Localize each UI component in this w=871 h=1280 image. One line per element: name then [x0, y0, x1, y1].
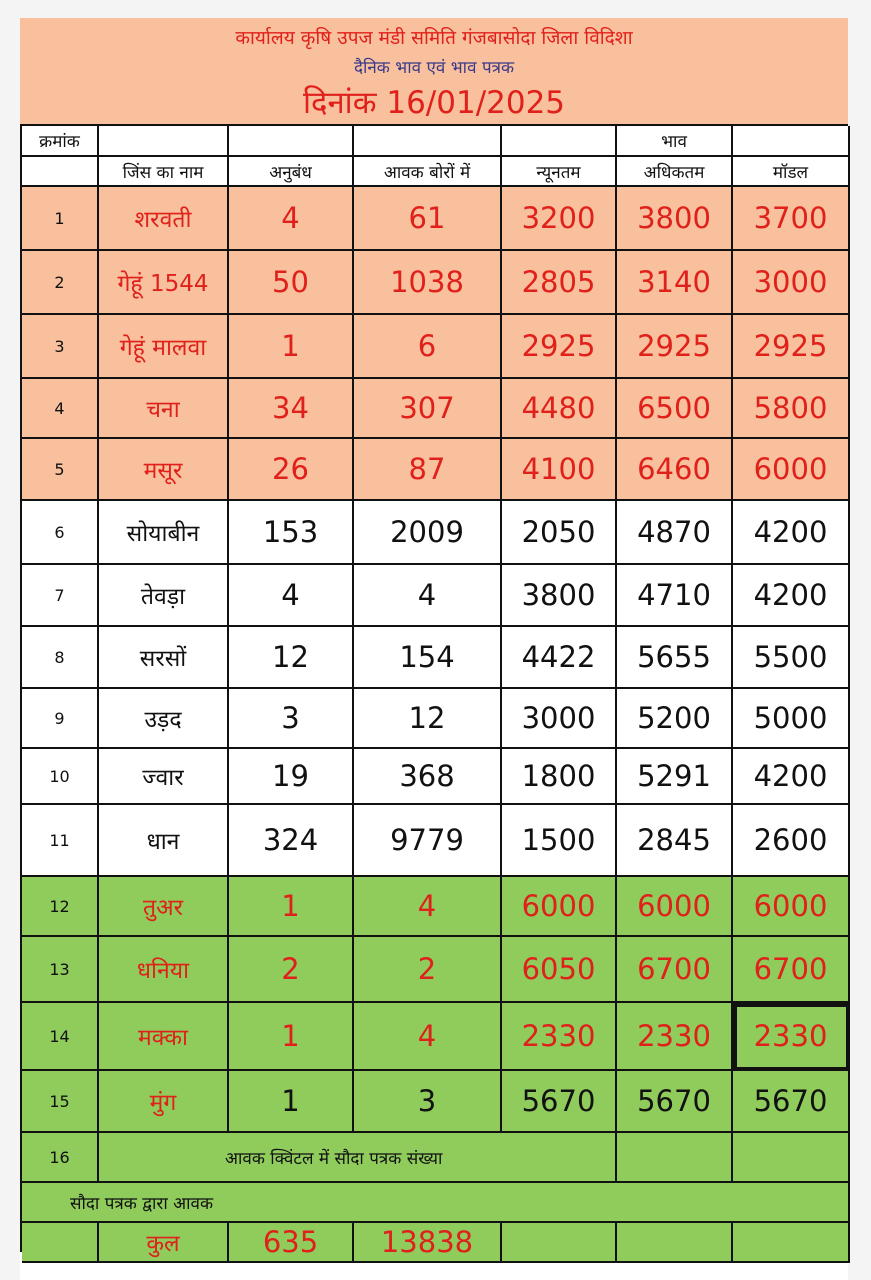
min-rate-cell: 3000 [502, 689, 617, 749]
commodity-name-cell: मुंग [99, 1071, 229, 1133]
max-rate-cell: 3140 [617, 251, 733, 315]
commodity-name-cell: तेवड़ा [99, 565, 229, 627]
min-rate-cell: 6000 [502, 877, 617, 937]
min-rate-cell: 3800 [502, 565, 617, 627]
col-header-contract: अनुबंध [229, 157, 354, 187]
modal-rate-cell: 5500 [733, 627, 850, 689]
arrival-cell: 307 [354, 379, 502, 439]
arrival-cell: 2009 [354, 501, 502, 565]
arrival-quintal-label: आवक क्विंटल में सौदा पत्रक संख्या [99, 1133, 617, 1183]
empty-cell [617, 1223, 733, 1263]
arrival-cell: 154 [354, 627, 502, 689]
col-header-min: न्यूनतम [502, 157, 617, 187]
col-header-rate-group: भाव [617, 126, 733, 157]
contract-cell: 26 [229, 439, 354, 501]
col-header-arrival: आवक बोरों में [354, 157, 502, 187]
serial-cell: 8 [22, 627, 99, 689]
serial-cell: 5 [22, 439, 99, 501]
contract-cell: 12 [229, 627, 354, 689]
serial-cell: 2 [22, 251, 99, 315]
empty-cell [22, 1223, 99, 1263]
serial-cell: 1 [22, 187, 99, 251]
sheet-date: दिनांक 16/01/2025 [302, 85, 566, 121]
arrival-cell: 6 [354, 315, 502, 379]
arrival-cell: 9779 [354, 805, 502, 877]
max-rate-cell: 2330 [617, 1003, 733, 1071]
arrival-cell: 4 [354, 565, 502, 627]
modal-rate-cell: 4200 [733, 565, 850, 627]
commodity-name-cell: सरसों [99, 627, 229, 689]
max-rate-cell: 5291 [617, 749, 733, 805]
sauda-patrak-arrival-label: सौदा पत्रक द्वारा आवक [22, 1183, 850, 1223]
commodity-name-cell: मसूर [99, 439, 229, 501]
empty-cell [733, 1133, 850, 1183]
col-header-name: जिंस का नाम [99, 157, 229, 187]
contract-cell: 1 [229, 1003, 354, 1071]
max-rate-cell: 2925 [617, 315, 733, 379]
arrival-cell: 4 [354, 1003, 502, 1071]
contract-cell: 1 [229, 877, 354, 937]
commodity-name-cell: उड़द [99, 689, 229, 749]
sheet-subtitle: दैनिक भाव एवं भाव पत्रक [353, 58, 515, 78]
contract-cell: 2 [229, 937, 354, 1003]
min-rate-cell: 4100 [502, 439, 617, 501]
commodity-name-cell: धनिया [99, 937, 229, 1003]
max-rate-cell: 6460 [617, 439, 733, 501]
contract-cell: 50 [229, 251, 354, 315]
commodity-name-cell: शरवती [99, 187, 229, 251]
modal-rate-cell: 3700 [733, 187, 850, 251]
max-rate-cell: 3800 [617, 187, 733, 251]
contract-cell: 4 [229, 187, 354, 251]
max-rate-cell: 5670 [617, 1071, 733, 1133]
serial-cell: 14 [22, 1003, 99, 1071]
col-header-modal: मॉडल [733, 157, 850, 187]
max-rate-cell: 2845 [617, 805, 733, 877]
col-header-serial: क्रमांक [22, 126, 99, 157]
contract-cell: 324 [229, 805, 354, 877]
contract-cell: 1 [229, 315, 354, 379]
modal-rate-cell: 4200 [733, 501, 850, 565]
min-rate-cell: 3200 [502, 187, 617, 251]
min-rate-cell: 4480 [502, 379, 617, 439]
min-rate-cell: 4422 [502, 627, 617, 689]
header-blank [22, 157, 99, 187]
empty-cell [617, 1133, 733, 1183]
contract-cell: 1 [229, 1071, 354, 1133]
modal-rate-cell: 6000 [733, 439, 850, 501]
max-rate-cell: 5200 [617, 689, 733, 749]
modal-rate-cell: 2925 [733, 315, 850, 379]
commodity-name-cell: गेहूं 1544 [99, 251, 229, 315]
serial-cell: 9 [22, 689, 99, 749]
arrival-cell: 368 [354, 749, 502, 805]
max-rate-cell: 4870 [617, 501, 733, 565]
rate-sheet [20, 18, 848, 1280]
empty-cell [733, 1223, 850, 1263]
contract-cell: 4 [229, 565, 354, 627]
arrival-cell: 12 [354, 689, 502, 749]
empty-cell [502, 1223, 617, 1263]
sheet-header [20, 18, 848, 124]
serial-cell: 15 [22, 1071, 99, 1133]
contract-cell: 153 [229, 501, 354, 565]
contract-cell: 3 [229, 689, 354, 749]
serial-cell: 3 [22, 315, 99, 379]
header-blank [354, 126, 502, 157]
max-rate-cell: 6500 [617, 379, 733, 439]
modal-rate-cell: 2600 [733, 805, 850, 877]
commodity-name-cell: ज्वार [99, 749, 229, 805]
commodity-name-cell: मक्का [99, 1003, 229, 1071]
serial-cell: 13 [22, 937, 99, 1003]
commodity-name-cell: धान [99, 805, 229, 877]
modal-rate-cell: 4200 [733, 749, 850, 805]
min-rate-cell: 5670 [502, 1071, 617, 1133]
contract-cell: 19 [229, 749, 354, 805]
commodity-name-cell: चना [99, 379, 229, 439]
arrival-cell: 2 [354, 937, 502, 1003]
serial-cell: 6 [22, 501, 99, 565]
modal-rate-cell: 5670 [733, 1071, 850, 1133]
total-label: कुल [99, 1223, 229, 1263]
min-rate-cell: 2805 [502, 251, 617, 315]
arrival-cell: 3 [354, 1071, 502, 1133]
min-rate-cell: 2330 [502, 1003, 617, 1071]
modal-rate-cell[interactable]: 2330 [733, 1003, 850, 1071]
rates-table [20, 124, 848, 1259]
commodity-name-cell: गेहूं मालवा [99, 315, 229, 379]
arrival-cell: 4 [354, 877, 502, 937]
serial-cell: 4 [22, 379, 99, 439]
min-rate-cell: 2050 [502, 501, 617, 565]
header-blank [502, 126, 617, 157]
header-blank [733, 126, 850, 157]
max-rate-cell: 6700 [617, 937, 733, 1003]
office-title: कार्यालय कृषि उपज मंडी समिति गंजबासोदा जिला विदिशा [235, 27, 633, 49]
modal-rate-cell: 3000 [733, 251, 850, 315]
min-rate-cell: 6050 [502, 937, 617, 1003]
max-rate-cell: 6000 [617, 877, 733, 937]
total-arrival: 13838 [354, 1223, 502, 1263]
max-rate-cell: 5655 [617, 627, 733, 689]
modal-rate-cell: 5000 [733, 689, 850, 749]
arrival-cell: 87 [354, 439, 502, 501]
serial-cell: 10 [22, 749, 99, 805]
min-rate-cell: 1800 [502, 749, 617, 805]
arrival-cell: 1038 [354, 251, 502, 315]
min-rate-cell: 2925 [502, 315, 617, 379]
serial-cell: 12 [22, 877, 99, 937]
serial-cell: 7 [22, 565, 99, 627]
contract-cell: 34 [229, 379, 354, 439]
header-blank [99, 126, 229, 157]
min-rate-cell: 1500 [502, 805, 617, 877]
serial-cell: 16 [22, 1133, 99, 1183]
modal-rate-cell: 6000 [733, 877, 850, 937]
total-contract: 635 [229, 1223, 354, 1263]
col-header-max: अधिकतम [617, 157, 733, 187]
serial-cell: 11 [22, 805, 99, 877]
commodity-name-cell: तुअर [99, 877, 229, 937]
arrival-cell: 61 [354, 187, 502, 251]
commodity-name-cell: सोयाबीन [99, 501, 229, 565]
modal-rate-cell: 6700 [733, 937, 850, 1003]
max-rate-cell: 4710 [617, 565, 733, 627]
header-blank [229, 126, 354, 157]
modal-rate-cell: 5800 [733, 379, 850, 439]
